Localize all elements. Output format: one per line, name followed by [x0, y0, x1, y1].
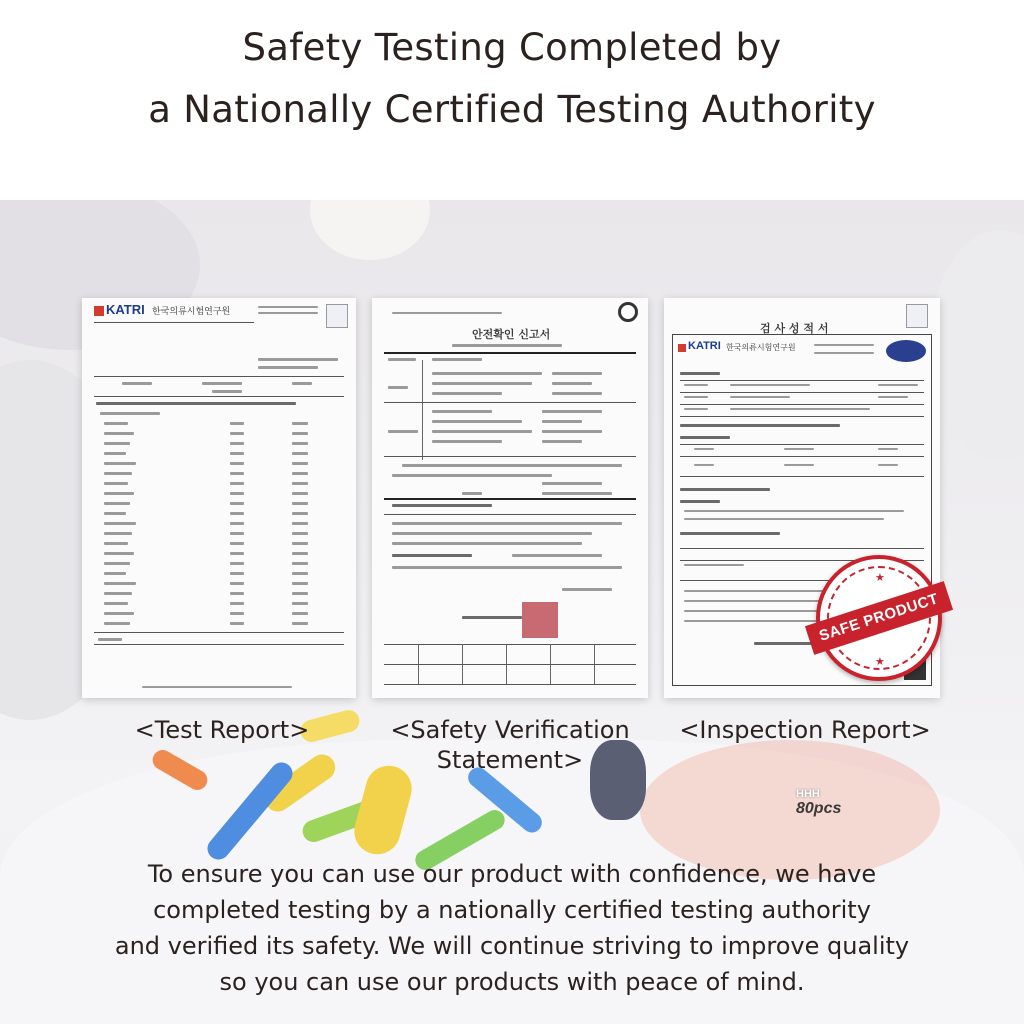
org-name-2: 한국의류시험연구원	[726, 343, 796, 352]
test-report-document	[82, 298, 356, 698]
package-count: 80pcs	[796, 800, 842, 817]
katri-logo-2: KATRI	[688, 340, 721, 352]
inspection-report-title: 검 사 성 적 서	[760, 322, 829, 335]
katri-logo-mark-2	[678, 344, 686, 352]
package-label	[796, 788, 872, 828]
body-line-3: and verified its safety. We will continue striving to improve quality	[114, 932, 910, 960]
cert-mark-icon-2	[906, 304, 928, 328]
accreditation-logo	[886, 340, 926, 362]
official-seal	[522, 602, 558, 638]
safe-product-stamp: ★ ★ SAFE PRODUCT	[816, 555, 942, 681]
cert-mark-icon	[326, 304, 348, 328]
inspection-report-caption: <Inspection Report>	[679, 716, 931, 744]
headline-section	[0, 0, 1024, 200]
test-report-caption: <Test Report>	[134, 716, 310, 744]
body-paragraph	[60, 856, 964, 1000]
body-line-4: so you can use our products with peace of mind.	[219, 968, 805, 996]
kc-mark-icon	[618, 302, 638, 322]
body-line-2: completed testing by a nationally certified testing authority	[153, 896, 871, 924]
stamp-label: SAFE PRODUCT	[805, 581, 953, 655]
safety-statement-caption-line-1: <Safety Verification	[390, 716, 630, 744]
headline-line-1: Safety Testing Completed by	[242, 26, 782, 69]
sponge-shape	[930, 230, 1024, 460]
katri-logo-mark	[94, 306, 104, 316]
org-name: 한국의류시험연구원	[152, 307, 231, 317]
headline-line-2: a Nationally Certified Testing Authority	[148, 88, 876, 131]
body-line-1: To ensure you can use our product with confidence, we have	[147, 860, 877, 888]
package-brand: HHH	[796, 788, 820, 800]
safety-verification-document	[372, 298, 648, 698]
cup-shape	[310, 200, 430, 260]
safety-statement-caption-line-2: Statement>	[436, 746, 584, 774]
product-background-photo	[0, 200, 1024, 1024]
safety-statement-title: 안전확인 신고서	[472, 328, 551, 341]
katri-logo: KATRI	[106, 302, 145, 317]
